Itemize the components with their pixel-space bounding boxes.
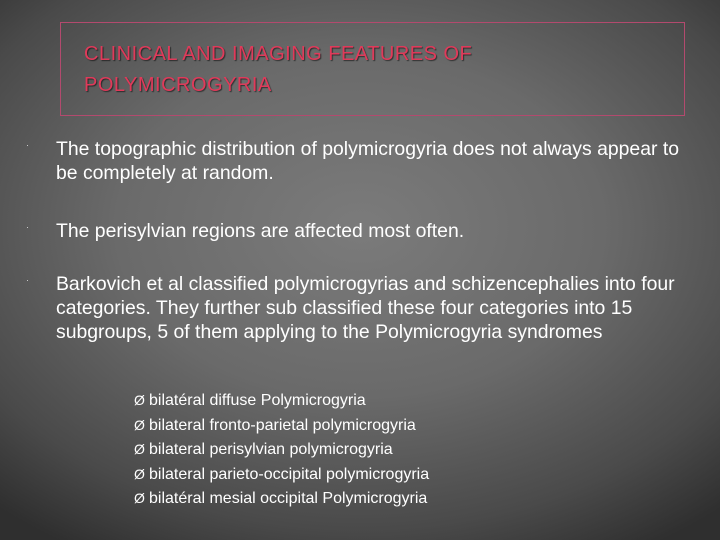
bullet-marker-icon: · (26, 275, 29, 285)
sub-list-item (134, 388, 694, 413)
sub-item-text: bilateral fronto-parietal polymicrogyria (149, 416, 416, 434)
sub-item-text: bilatéral diffuse Polymicrogyria (149, 392, 366, 409)
sub-list-item (134, 413, 694, 438)
title-line-2: POLYMICROGYRIA (84, 74, 272, 96)
bullet-text: Barkovich et al classified polymicrogyrias and schizencephalies into four categories. They further sub classified these four categories into 15 subgroups, 5 of them applying to the Polymicrogyria syndromes (56, 273, 675, 343)
bullet-marker-icon: · (26, 140, 29, 150)
arrow-bullet-icon: Ø (134, 392, 145, 408)
bullet-text: The perisylvian regions are affected most often. (56, 220, 465, 242)
arrow-bullet-icon: Ø (134, 490, 145, 506)
arrow-bullet-icon: Ø (134, 416, 145, 433)
title-box (60, 22, 685, 116)
sub-list-item (134, 437, 694, 462)
sub-list-item (134, 462, 694, 487)
sub-item-text: bilateral perisylvian polymicrogyria (149, 441, 393, 458)
sub-list-item (134, 486, 694, 511)
title-line-1: CLINICAL AND IMAGING FEATURES OF (84, 43, 473, 65)
bullet-item (26, 272, 696, 344)
bullet-text: The topographic distribution of polymicrogyria does not always appear to be completely at random. (56, 138, 679, 184)
arrow-bullet-icon: Ø (134, 441, 145, 457)
bullet-item (26, 137, 696, 185)
sub-item-text: bilateral parieto-occipital polymicrogyria (149, 465, 430, 483)
bullet-item (26, 219, 696, 243)
sub-bullet-list (134, 388, 694, 511)
sub-item-text: bilatéral mesial occipital Polymicrogyria (149, 490, 428, 507)
slide-title (84, 39, 674, 101)
bullet-marker-icon: · (26, 222, 29, 232)
arrow-bullet-icon: Ø (134, 465, 145, 482)
